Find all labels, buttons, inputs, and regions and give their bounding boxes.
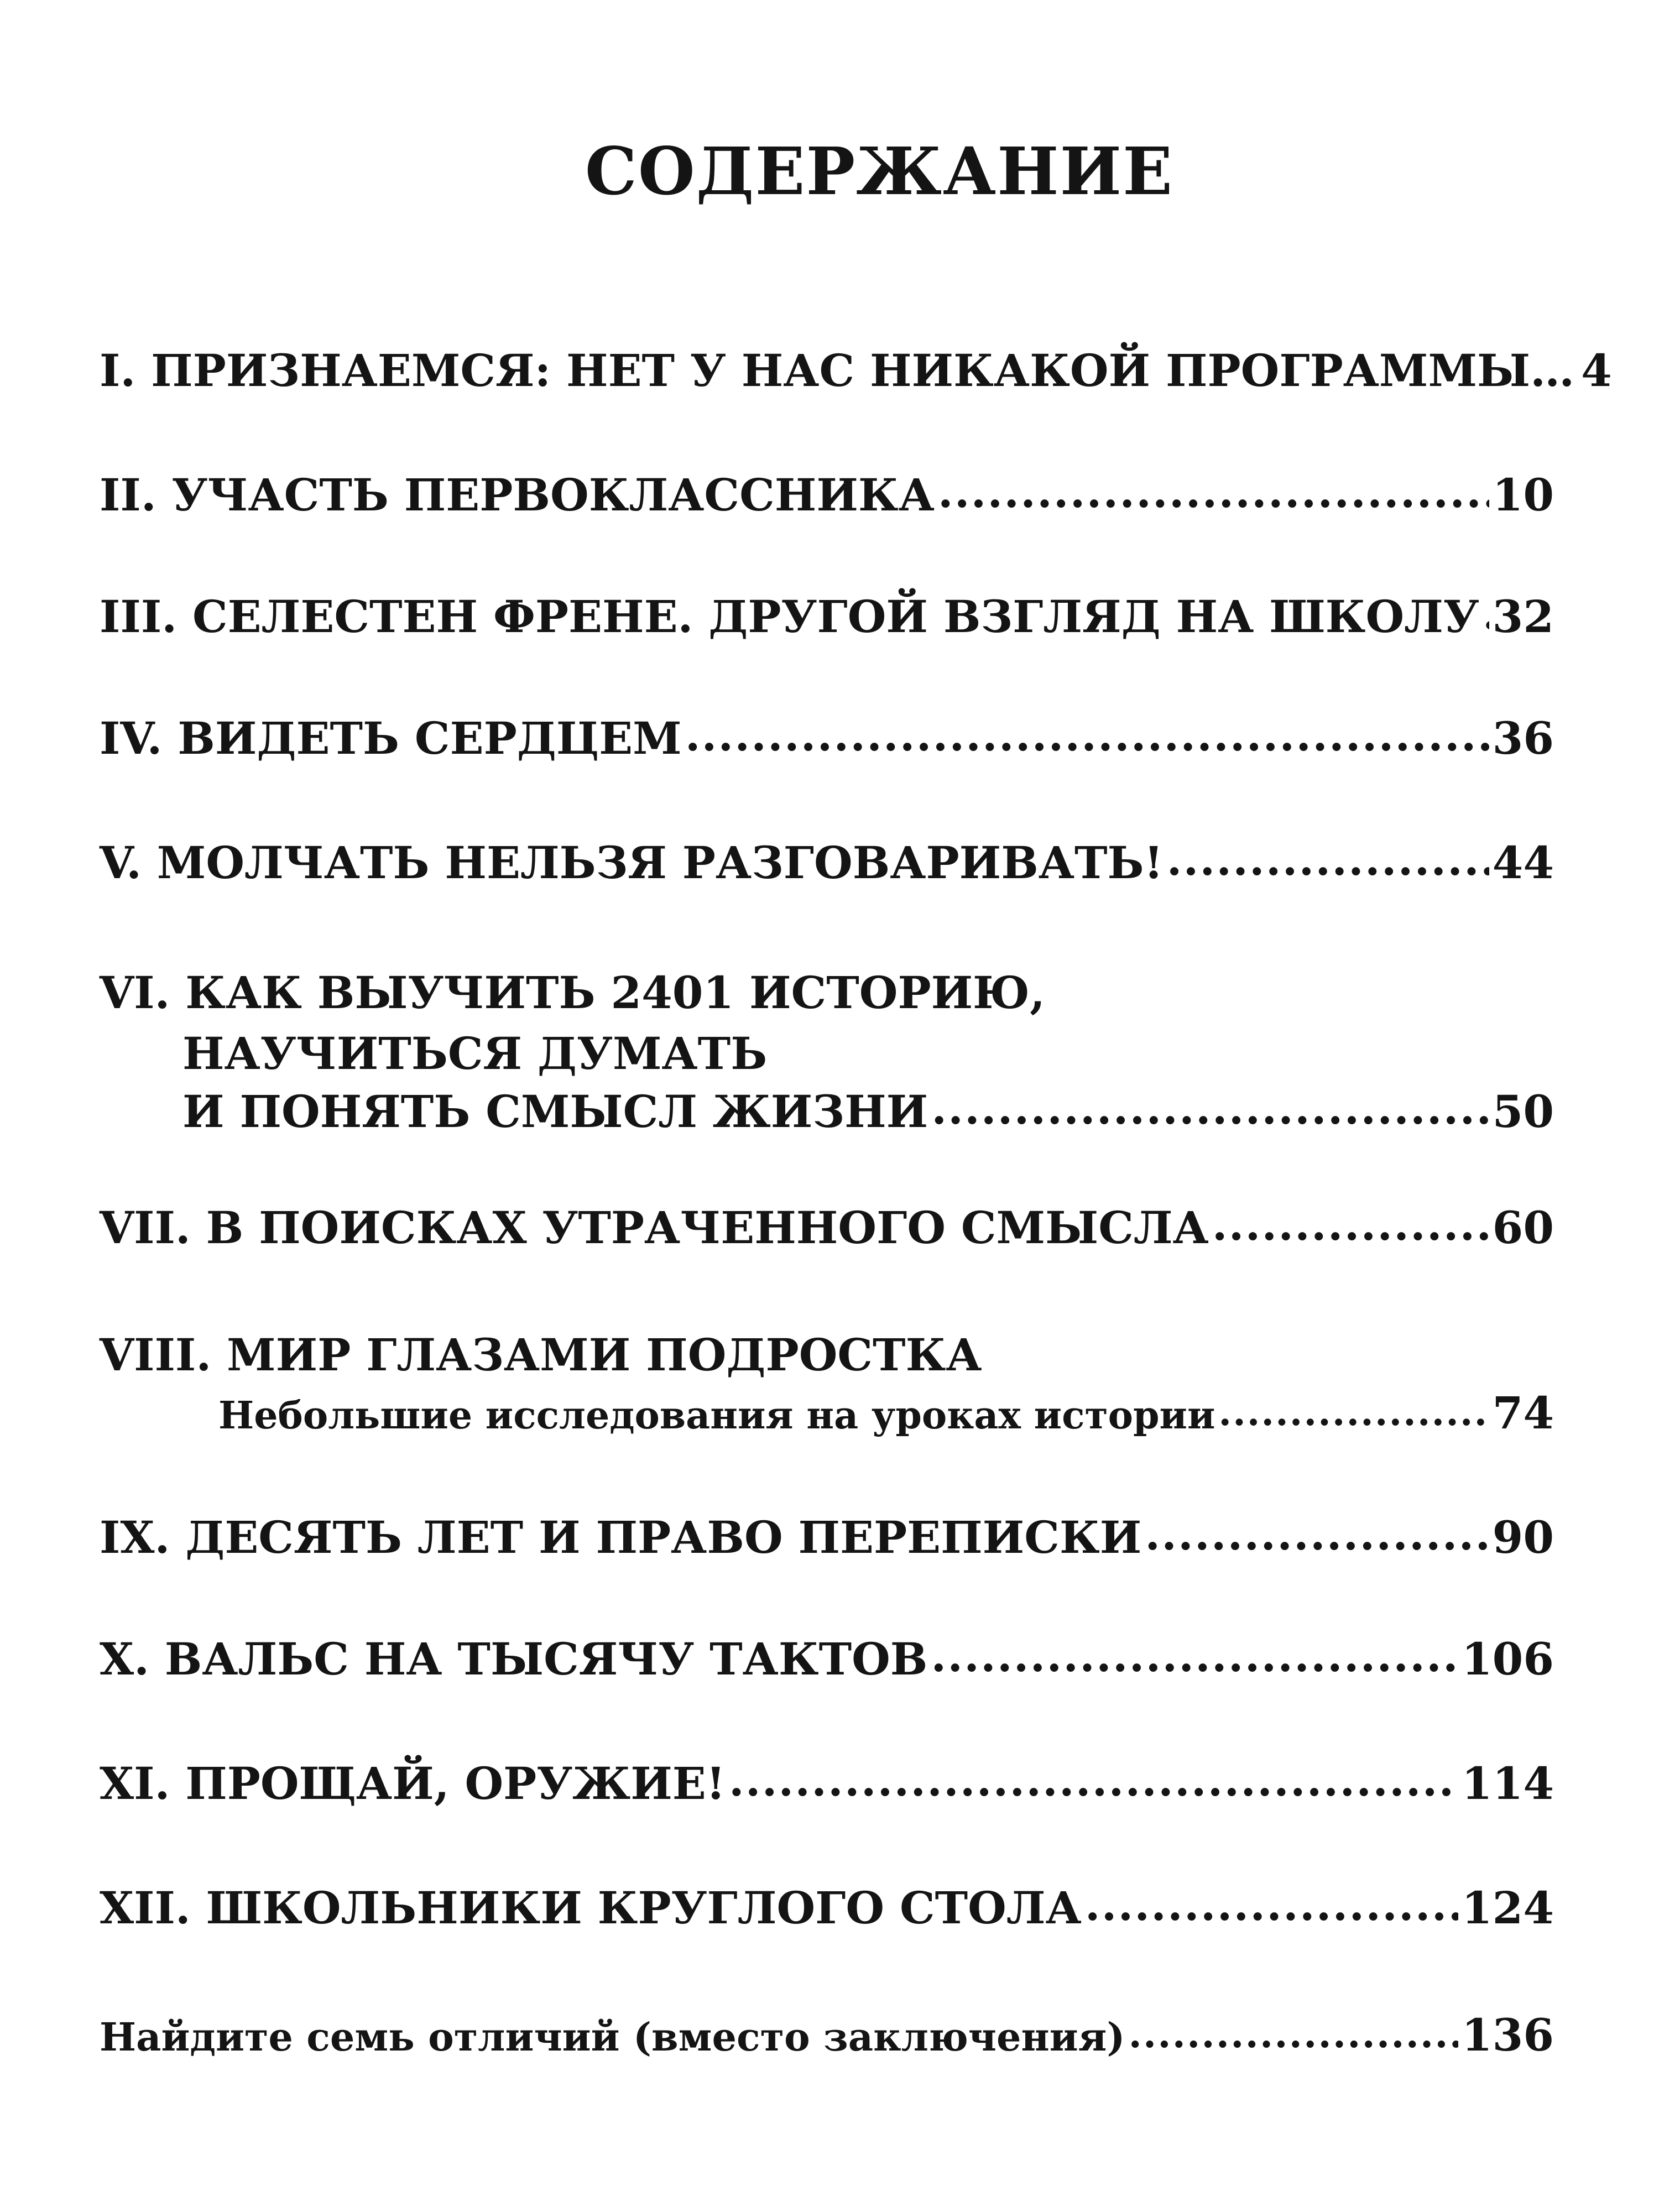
dot-leader [1085, 1877, 1458, 1932]
toc-entry-9 [100, 1510, 1554, 1565]
toc-entry-title: VII. В ПОИСКАХ УТРАЧЕННОГО СМЫСЛА [100, 1202, 1209, 1254]
toc-entry-11 [100, 1756, 1554, 1811]
dot-leader [1483, 586, 1489, 641]
dot-leader [931, 1081, 1489, 1136]
toc-entry-6 [100, 962, 1554, 1139]
toc-page-number: 106 [1462, 1633, 1554, 1685]
dot-leader [938, 464, 1489, 519]
toc-entry-title-line-1: VIII. МИР ГЛАЗАМИ ПОДРОСТКА [100, 1329, 982, 1381]
dot-leader [1218, 1385, 1489, 1440]
toc-entry-10 [100, 1631, 1554, 1687]
toc-page-number: 136 [1462, 2009, 1554, 2061]
dot-leader [1129, 2006, 1458, 2062]
toc-page-number: 114 [1462, 1757, 1554, 1809]
toc-entry-5 [100, 835, 1554, 890]
toc-entry-8 [100, 1324, 1554, 1443]
toc-entry-12 [100, 1880, 1554, 1936]
toc-entry-title: V. МОЛЧАТЬ НЕЛЬЗЯ РАЗГОВАРИВАТЬ! [100, 837, 1164, 889]
toc-page-number: 60 [1492, 1202, 1554, 1254]
toc-entry-7 [100, 1200, 1554, 1255]
toc-page-number: 44 [1492, 837, 1554, 889]
toc-entry-title: XI. ПРОЩАЙ, ОРУЖИЕ! [100, 1757, 726, 1809]
toc-entry-1 [100, 343, 1612, 398]
toc-entry-title: IV. ВИДЕТЬ СЕРДЦЕМ [100, 712, 682, 764]
dot-leader [729, 1752, 1458, 1808]
toc-entry-3 [100, 589, 1554, 644]
page-title: СОДЕРЖАНИЕ [585, 133, 1174, 210]
dot-leader [1212, 1197, 1489, 1252]
toc-entry-13 [100, 2007, 1554, 2065]
toc-entry-subtitle: Небольшие исследования на уроках истории [218, 1394, 1215, 1438]
toc-entry-title: IX. ДЕСЯТЬ ЛЕТ И ПРАВО ПЕРЕПИСКИ [100, 1511, 1142, 1563]
toc-entry-title-line-2: НАУЧИТЬСЯ ДУМАТЬ [182, 1027, 768, 1079]
dot-leader [685, 707, 1489, 763]
toc-page-number: 90 [1492, 1511, 1554, 1563]
toc-entry-title: XII. ШКОЛЬНИКИ КРУГЛОГО СТОЛА [100, 1882, 1082, 1934]
toc-entry-title-line-1: VI. КАК ВЫУЧИТЬ 2401 ИСТОРИЮ, [100, 967, 1045, 1019]
toc-page-number: 50 [1492, 1086, 1554, 1138]
dot-leader [1145, 1506, 1489, 1562]
toc-entry-title: Найдите семь отличий (вместо заключения) [100, 2014, 1125, 2060]
toc-entry-title: X. ВАЛЬС НА ТЫСЯЧУ ТАКТОВ [100, 1633, 928, 1685]
toc-page-number: 4 [1581, 345, 1612, 397]
toc-entry-title: II. УЧАСТЬ ПЕРВОКЛАССНИКА [100, 469, 935, 521]
toc-page-number: 74 [1492, 1387, 1554, 1439]
toc-entry-4 [100, 711, 1554, 766]
dot-leader [1167, 832, 1489, 887]
toc-entry-title: I. ПРИЗНАЕМСЯ: НЕТ У НАС НИКАКОЙ ПРОГРАММЫ… [100, 345, 1575, 397]
toc-entry-title-line-3: И ПОНЯТЬ СМЫСЛ ЖИЗНИ [182, 1086, 928, 1138]
toc-page-number: 10 [1492, 469, 1554, 521]
toc-page-number: 124 [1462, 1882, 1554, 1934]
toc-page-number: 32 [1492, 591, 1554, 643]
toc-entry-2 [100, 467, 1554, 523]
toc-entry-title: III. СЕЛЕСТЕН ФРЕНЕ. ДРУГОЙ ВЗГЛЯД НА ШКОЛУ [100, 591, 1479, 643]
toc-page-number: 36 [1492, 712, 1554, 764]
dot-leader [931, 1628, 1458, 1683]
